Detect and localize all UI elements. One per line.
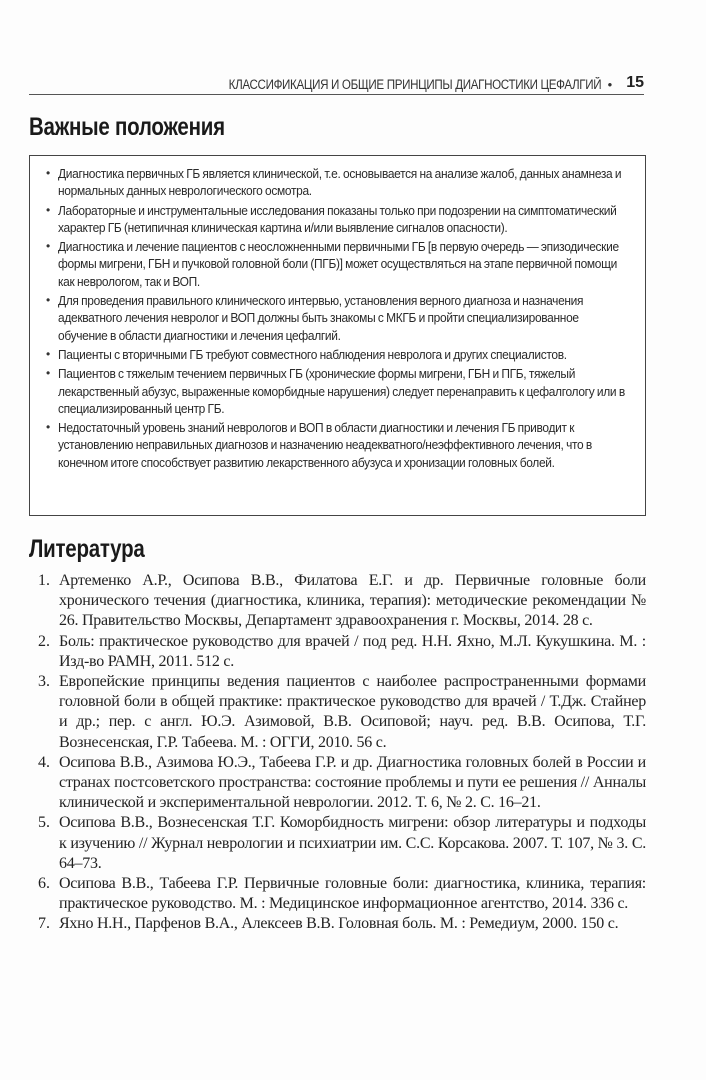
running-header — [29, 73, 644, 95]
bullet-icon: • — [46, 366, 51, 381]
reference-item — [29, 813, 646, 874]
bullet-icon: • — [46, 346, 51, 361]
references-list — [29, 571, 646, 935]
reference-number: 1. — [38, 572, 50, 589]
references-heading: Литература — [29, 535, 145, 563]
bullet-icon: • — [46, 166, 51, 180]
reference-number: 5. — [38, 814, 50, 832]
reference-item — [29, 571, 646, 632]
key-point-text: Диагностика и лечение пациентов с неосложненными первичными ГБ [в первую очередь — эпизодические формы мигрени, ГБН и пучковой головной боли (ПГБ)] может осуществляться на этапе первичной помощи как неврологом, так и ВОП. — [58, 239, 619, 289]
key-point-item — [46, 165, 631, 200]
reference-text: Артеменко А.Р., Осипова В.В., Филатова Е.Г. и др. Первичные головные боли хронического течения (диагностика, клиника, терапия): методические рекомендации № 26. Правительство Москвы, Департамент здравоохранения г. Москвы, 2014. 28 с. — [59, 572, 646, 630]
reference-number: 3. — [38, 673, 50, 691]
reference-text: Осипова В.В., Азимова Ю.Э., Табеева Г.Р. и др. Диагностика головных болей в России и странах постсоветского пространства: состояние проблемы и пути ее решения // Анналы клинической и экспериментальной неврологии. 2012. Т. 6, № 2. С. 16–21. — [59, 753, 646, 812]
reference-number: 2. — [38, 632, 50, 650]
reference-text: Яхно Н.Н., Парфенов В.А., Алексеев В.В. Головная боль. М. : Ремедиум, 2000. 150 с. — [59, 915, 619, 933]
reference-item — [29, 632, 646, 672]
reference-text: Боль: практическое руководство для врачей / под ред. Н.Н. Яхно, М.Л. Кукушкина. М. : Изд-во РАМН, 2011. 512 с. — [59, 632, 646, 670]
bullet-icon: • — [46, 420, 51, 435]
key-point-text: Диагностика первичных ГБ является клинической, т.е. основывается на анализе жалоб, данных анамнеза и нормальных данных неврологического осмотра. — [58, 166, 622, 199]
key-points-box — [29, 155, 646, 516]
key-point-item — [46, 419, 631, 471]
key-point-text: Пациентов с тяжелым течением первичных ГБ (хронические формы мигрени, ГБН и ПГБ, тяжелый лекарственный абузус, выраженные коморбидные нарушения) следует перенаправить к цефалгологу или в специализированный центр ГБ. — [58, 366, 625, 416]
key-point-item — [46, 346, 631, 363]
running-header-title: КЛАССИФИКАЦИЯ И ОБЩИЕ ПРИНЦИПЫ ДИАГНОСТИКИ ЦЕФАЛГИЙ — [229, 77, 602, 92]
reference-number: 4. — [38, 753, 50, 771]
key-points-list — [46, 165, 631, 473]
reference-text: Осипова В.В., Табеева Г.Р. Первичные головные боли: диагностика, клиника, терапия: практическое руководство. М. : Медицинское информационное агентство, 2014. 336 с. — [59, 875, 646, 913]
key-point-item — [46, 292, 631, 344]
key-point-item — [46, 365, 631, 417]
key-point-item — [46, 238, 631, 290]
reference-text: Европейские принципы ведения пациентов с наиболее распространенными формами головной боли в общей практике: практическое руководство для врачей / Т.Дж. Стайнер и др.; пер. с англ. Ю.Э. Азимовой, В.В. Осиповой; науч. ред. В.В. Осипова, Т.Г. Вознесенская, Г.Р. Табеева. М. : ОГГИ, 2010. 56 с. — [59, 673, 646, 751]
key-point-text: Лабораторные и инструментальные исследования показаны только при подозрении на симптоматический характер ГБ (нетипичная клиническая картина и/или выявление сигналов опасности). — [58, 202, 617, 235]
bullet-icon: • — [46, 202, 51, 217]
reference-item — [29, 874, 646, 914]
key-points-heading: Важные положения — [29, 113, 225, 141]
reference-item — [29, 914, 646, 934]
reference-number: 7. — [38, 915, 50, 933]
bullet-icon: • — [46, 239, 51, 254]
separator-bullet-icon: • — [607, 77, 613, 92]
reference-item — [29, 753, 646, 814]
reference-item — [29, 672, 646, 753]
key-point-text: Для проведения правильного клинического интервью, установления верного диагноза и назначения адекватного лечения невролог и ВОП должны быть знакомы с МКГБ и пройти специализированное обучение в области диагностики и лечения цефалгий. — [58, 293, 584, 343]
key-point-item — [46, 202, 631, 237]
key-point-text: Пациенты с вторичными ГБ требуют совместного наблюдения невролога и других специалистов. — [58, 346, 567, 362]
reference-text: Осипова В.В., Вознесенская Т.Г. Коморбидность мигрени: обзор литературы и подходы к изучению // Журнал неврологии и психиатрии им. С.С. Корсакова. 2007. Т. 107, № 3. С. 64–73. — [59, 814, 646, 872]
bullet-icon: • — [46, 293, 51, 308]
key-point-text: Недостаточный уровень знаний неврологов и ВОП в области диагностики и лечения ГБ приводит к установлению неправильных диагнозов и назначению неадекватного/неэффективного лечения, что в конечном итоге способствует развитию лекарственного абузуса и хронизации головных болей. — [58, 420, 592, 470]
reference-number: 6. — [38, 875, 50, 893]
page-number: 15 — [626, 74, 644, 91]
